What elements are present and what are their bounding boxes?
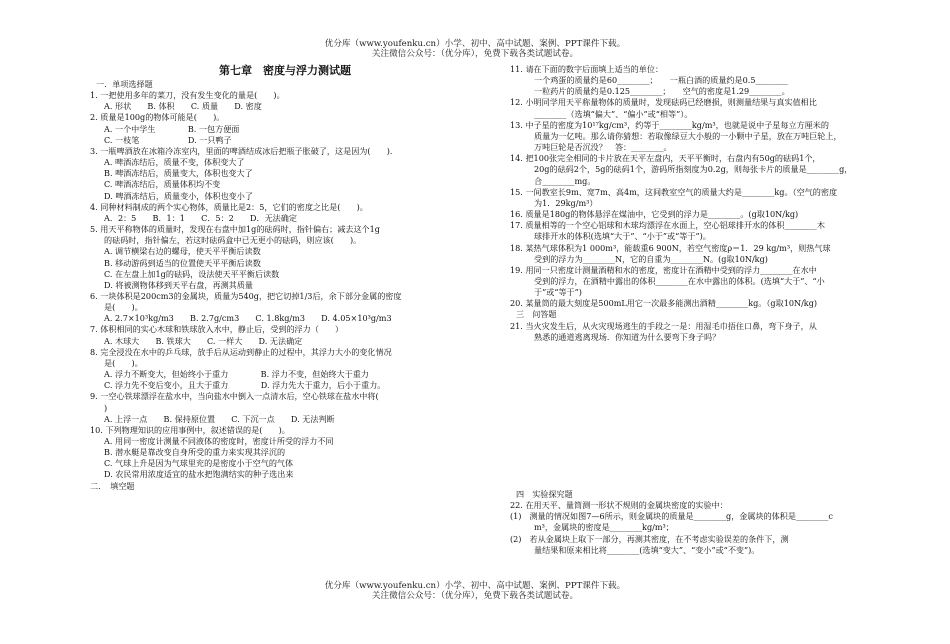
option-line: A. 一个中学生 B. 一包方便面 — [104, 123, 240, 134]
option-line: A. 形状 B. 体积 C. 质量 D. 密度 — [104, 101, 262, 112]
question-line: 质量为一亿吨。那么请你猜想：若取像绿豆大小般的一小颗中子星，放在万吨巨轮上， — [534, 130, 842, 141]
question-line: 5. 用天平称物体的质量时，发现在右盘中加1g的砝码时，指针偏右；减去这个1g — [90, 224, 380, 235]
question-line: 13. 中子星的密度为10¹⁷kg/cm³，约等于________kg/m³，也就是说中子星每立方厘米的 — [510, 119, 829, 130]
question-line: 6. 一块体积是200cm3的金属块，质量为540g，把它切掉1/3后，余下部分金属的密度 — [90, 290, 402, 301]
question-line: 合________mg。 — [534, 175, 596, 186]
left-column — [90, 64, 480, 492]
section-heading: 一．单项选择题 — [96, 79, 153, 89]
option-line: A. 2.7×10³kg/m3 B. 2.7g/cm3 C. 1.8kg/m3 D. 4.05×10³g/m3 — [104, 313, 392, 324]
question-line: 9. 一空心铁球漂浮在盐水中，当向盐水中倒入一点清水后，空心铁球在盐水中将( — [90, 391, 379, 402]
question-line: ) — [104, 402, 108, 413]
question-line: 1. 一把使用多年的菜刀，没有发生变化的量是( )。 — [90, 90, 285, 101]
question-line: 22. 在用天平、量筒测一形状不规则的金属块密度的实验中： — [510, 500, 728, 511]
answer-space — [510, 343, 870, 489]
right-column — [510, 64, 870, 556]
option-line: A. 上浮一点 B. 保持原位置 C. 下沉一点 D. 无法判断 — [104, 413, 335, 424]
option-line: D. 将被测物体移到天平右盘，再测其质量 — [104, 279, 253, 290]
question-line: ________（选填“偏大”、“偏小”或“相等”）。 — [534, 108, 693, 119]
question-line: 2. 质量是100g的物体可能是( )。 — [90, 112, 225, 123]
question-line: 18. 某热气球体积为1 000m³，能载重6 900N，若空气密度ρ＝1．29 kg/m³，则热气球 — [510, 242, 831, 253]
question-line: 受到的浮力，在酒精中露出的体积________在水中露出的体积。(选填“大于”、“小 — [534, 275, 825, 286]
option-line: A．2：5 B．1：1 C．5：2 D．无法确定 — [104, 212, 297, 223]
option-line: B. 移动游码到适当的位置使天平平衡后读数 — [104, 257, 261, 268]
footer-line-1: 优分库（www.youfenku.cn）小学、初中、高中试题、案例、PPT课件下载。 — [324, 581, 626, 591]
question-line: 14. 把100张完全相同的卡片放在天平左盘内，天平平衡时，右盘内有50g的砝码1个， — [510, 153, 821, 164]
question-line: 16. 质量是180g的物体悬浮在煤油中，它受到的浮力是________。(g取10N/kg) — [510, 209, 799, 220]
question-line: 11. 请在下面的数字后面填上适当的单位： — [510, 64, 664, 74]
question-line: 15. 一间教室长9m、宽7m、高4m，这间教室空气的质量大约是________kg。（空气的密度 — [510, 186, 838, 197]
header-line-1: 优分库（www.youfenku.cn）小学、初中、高中试题、案例、PPT课件下载。 — [324, 39, 626, 49]
section-heading: 二． 填空题 — [90, 480, 135, 491]
question-line: 万吨巨轮是否沉没？ 答：________。 — [534, 142, 672, 153]
question-line: 的砝码时，指针偏左，若这时砝码盒中已无更小的砝码，则应该( )。 — [104, 235, 362, 246]
question-line: 7. 体积相同的实心木球和铁球放入水中，静止后，受到的浮力（ ） — [90, 324, 344, 335]
section-heading: 四 实验探究题 — [516, 488, 573, 499]
question-line: 一个鸡蛋的质量约是60________； 一瓶白酒的质量约是0.5________ — [534, 75, 788, 86]
question-line: 3. 一瓶啤酒放在冰箱冷冻室内，里面的啤酒结成冰后把瓶子胀破了，这是因为( )． — [90, 145, 398, 156]
option-line: D. 啤酒冻结后，质量变小，体积也变小了 — [104, 190, 253, 201]
question-line: 熟悉的通道逃离现场．你知道为什么要弯下身子吗？ — [534, 331, 721, 342]
question-line: 17. 质量相等的一个空心铝球和木球均漂浮在水面上，空心铝球排开水的体积________木 — [510, 220, 825, 231]
question-line: 受到的浮力为________N，它的自重为________N。(g取10N/kg) — [534, 253, 768, 264]
header-line-2: 关注微信公众号：（优分库），免费下载各类试题试卷。 — [371, 49, 579, 59]
option-line: C. 浮力先不变后变小，且大于重力 D. 浮力先大于重力，后小于重力。 — [104, 380, 386, 391]
option-line: B. 潜水艇是靠改变自身所受的重力来实现其浮沉的 — [104, 447, 286, 458]
document-title: 第七章 密度与浮力测试题 — [219, 64, 351, 77]
option-line: C. 啤酒冻结后，质量体积均不变 — [104, 179, 221, 190]
option-line: A. 啤酒冻结后，质量不变，体积变大了 — [104, 157, 245, 168]
question-line: 19. 用同一只密度计测量酒精和水的密度，密度计在酒精中受到的浮力________在水中 — [510, 264, 817, 275]
question-line: 是( )。 — [104, 302, 143, 313]
option-line: A. 调节横梁右边的螺母，使天平平衡后读数 — [104, 246, 261, 257]
page-header — [0, 39, 950, 59]
option-line: B. 啤酒冻结后，质量变大，体积也变大了 — [104, 168, 253, 179]
option-line: C. 在左盘上加1g的砝码，设法使天平平衡后读数 — [104, 268, 280, 279]
option-line: D. 农民常用浓度适宜的盐水把饱满结实的种子选出来 — [104, 469, 294, 480]
option-line: C. 气球上升是因为气球里充的是密度小于空气的气体 — [104, 458, 294, 469]
question-line: 10. 下列物理知识的应用事例中，叙述错误的是( )。 — [90, 424, 290, 435]
question-line: (1) 测量的情况如图7—6所示，则金属块的质量是________g，金属块的体积是________c — [510, 511, 833, 522]
question-line: 4. 同种材料制成的两个实心物体，质量比是2：5，它们的密度之比是( )。 — [90, 201, 368, 212]
footer-line-2: 关注微信公众号：（优分库），免费下载各类试题试卷。 — [371, 591, 579, 601]
question-line: 12. 小明同学用天平称量物体的质量时，发现砝码已经磨损，则测量结果与真实值相比 — [510, 97, 817, 108]
option-line: A. 用同一密度计测量不同液体的密度时，密度计所受的浮力不同 — [104, 436, 334, 446]
option-line: C. 一枝笔 D. 一只鸭子 — [104, 134, 232, 145]
question-line: 球排开水的体积(选填“大于”、“小于”或“等于”)。 — [534, 231, 711, 242]
question-line: 20g的砝码2个，5g的砝码1个，游码所指刻度为0.2g，则每张卡片的质量是________g， — [534, 164, 853, 175]
question-line: 为1．29kg/m³） — [534, 197, 598, 208]
question-line: 量结果和原来相比将________(选填“变大”、“变小”或“不变”)。 — [534, 544, 760, 555]
option-line: A. 木球大 B. 铁球大 C. 一样大 D. 无法确定 — [104, 335, 303, 346]
page-footer — [0, 581, 950, 601]
question-line: 8. 完全浸没在水中的乒乓球，放手后从运动到静止的过程中，其浮力大小的变化情况 — [90, 346, 392, 357]
question-line: 21. 当火灾发生后，从火灾现场逃生的手段之一是：用湿毛巾捂住口鼻，弯下身子，从 — [510, 320, 817, 331]
question-line: m³，金属块的密度是________kg/m³； — [534, 522, 674, 533]
question-line: 20. 某量筒的最大刻度是500mL用它一次最多能测出酒精________kg。（g取10N/kg) — [510, 298, 818, 309]
question-line: 是( )。 — [104, 357, 143, 368]
question-line: 一粒药片的质量约是0.125________； 空气的密度是1.29________。 — [534, 86, 790, 97]
question-line: (2) 若从金属块上取下一部分，再测其密度，在不考虑实验误差的条件下，测 — [510, 533, 789, 544]
question-line: 于”或“等于”) — [534, 287, 582, 298]
section-heading: 三 问答题 — [516, 309, 557, 320]
option-line: A. 浮力不断变大，但始终小于重力 B. 浮力不变，但始终大于重力 — [104, 369, 369, 380]
